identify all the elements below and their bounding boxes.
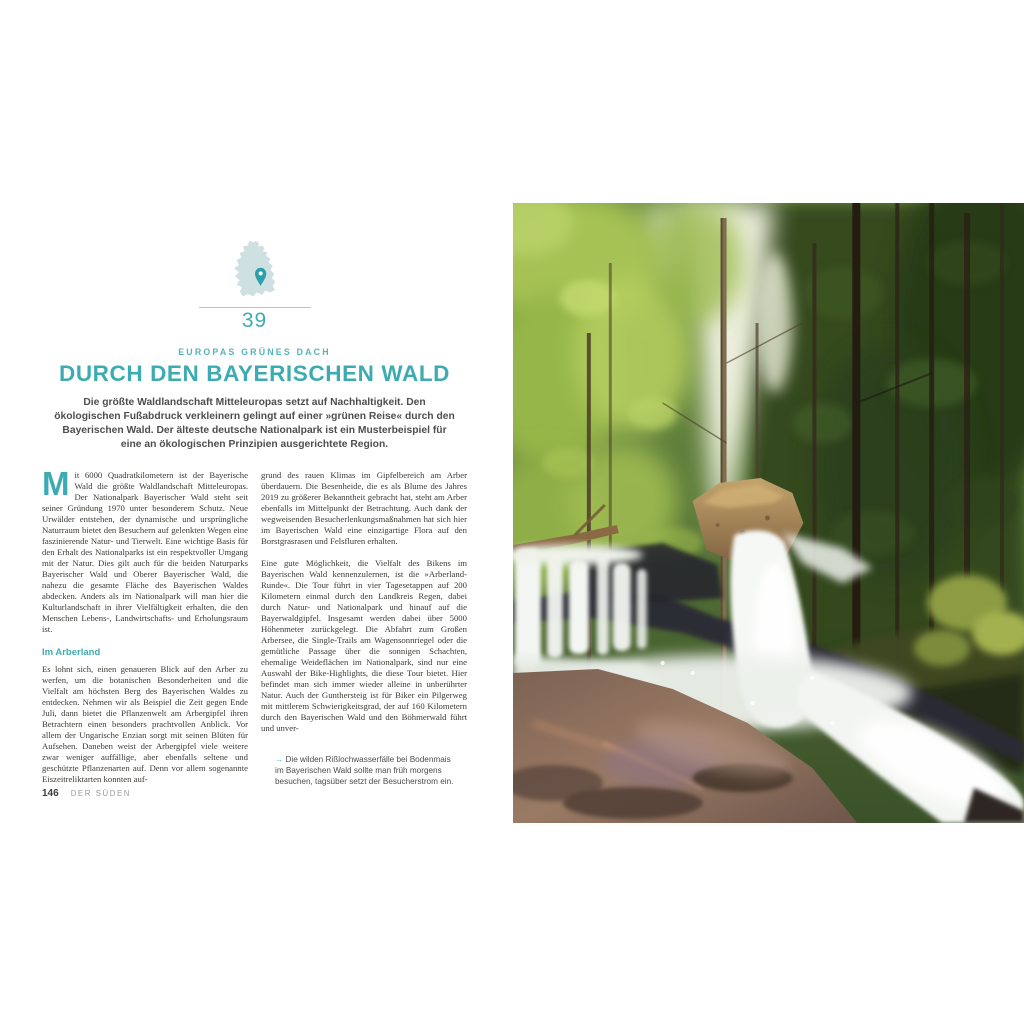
paragraph-text: Eine gute Möglichkeit, die Vielfalt des Bikens im Bayerischen Wald kennenzulernen, ist die »Arberland-Runde«. Die Tour führt in vier Tagesetappen auf 200 Kilometern einmal durch den Landkreis Regen, dabei durch Natur- und Nationalpark und hinauf auf die Bayerwaldgipfel. Insgesamt werden dabei über 5000 Höhenmeter zurückgelegt. Die Abfahrt zum Großen Arbersee, die Single-Trails am Wagensonnriegel oder die gemütliche Passage über die sonnigen Schachten, ehemalige Weideflächen im Nationalpark, sind nur eine Auswahl der Bike-Highlights, die diese Tour bietet. Hier befindet man sich immer wieder alleine in unberührter Natur. Auch der Gunthersteig ist für Biker ein Pilgerweg mit mittlerem Schwierigkeitsgrad, der auf 160 Kilometern durch den Bayerischen Wald und den Böhmerwald führt und unver- (261, 558, 467, 733)
paragraph (42, 465, 248, 635)
tour-number: 39 (241, 309, 268, 332)
caption-text: Die wilden Rißlochwasserfälle bei Bodenmais im Bayerischen Wald sollte man früh morgens besuchen, tagsüber setzt der Besucherstrom ein. (275, 755, 454, 786)
column-1 (42, 465, 248, 787)
article-columns (42, 465, 467, 787)
intro-paragraph: Die größte Waldlandschaft Mitteleuropas setzt auf Nachhaltigkeit. Den ökologischen Fußabdruck verkleinern gelingt auf einer »grünen Reise« durch den Bayerischen Wald. Der älteste deutsche Nationalpark ist ein Musterbeispiel für eine an ökologischen Prinzipien ausgerichtete Region. (54, 397, 455, 450)
tour-badge (42, 240, 467, 333)
photo-caption (275, 754, 461, 787)
left-page (42, 240, 467, 799)
paragraph-text: it 6000 Quadratkilometern ist der Bayerische Wald die größte Waldlandschaft Mitteleuropas. Der Nationalpark Bayerischer Wald steht seit seiner Gründung 1970 unter besonderem Schutz. Neue Urwälder entstehen, der dynamische und ursprüngliche Naturraum bietet den Besuchern auf gelenkten Wegen eine faszinierende Natur- und Tierwelt. Eine wichtige Basis für den Erhalt des Nationalparks ist ein respektvoller Umgang mit der Natur. Dies gilt auch für die beiden Naturparks Bayerischer Wald und Oberer Bayerischer Wald, die nahezu die gesamte Fläche des Bayerischen Waldes abdecken. Anders als im Nationalpark will man hier die Kulturlandschaft in ihrer Vielfältigkeit erhalten, die den Menschen Lebens-, Landwirtschafts- und Erholungsraum ist. (42, 470, 248, 634)
waterfall-forest-photo (513, 203, 1024, 823)
divider-line (199, 307, 311, 308)
paragraph-text: Es lohnt sich, einen genaueren Blick auf den Arber zu werfen, um die botanischen Besonderheiten und die Vielfalt am höchsten Berg des Bayerischen Waldes zu entdecken. Nehmen wir als Beispiel die Zeit gegen Ende Juli, dann bietet die Pflanzenwelt am Arbergipfel ihren Betrachtern einen besonders prachtvollen Anblick. Vor allem der Ungarische Enzian sorgt mit seinen Blüten für Aufsehen. Daneben weist der Arbergipfel viele weitere zwar weniger auffällige, aber ebenfalls seltene und geschützte Pflanzenarten auf. Denn vor allem sogenannte Eiszeitreliktarten konnten auf- (42, 664, 248, 784)
germany-map-icon (229, 240, 281, 298)
paragraph-text: grund des rauen Klimas im Gipfelbereich am Arber überdauern. Die Besenheide, die es als Blume des Jahres 2019 zu größerer Bekanntheit gebracht hat, steht am Arber ebenfalls im Mittelpunkt der Betrachtung. Auch dank der wegweisenden Besucherlenkungsmaßnahmen hat sich hier im Bayerischen Wald eine einzigartige Flora auf den Borstgrasrasen und Felsfluren erhalten. (261, 470, 467, 546)
page-number: 146 (42, 788, 59, 799)
subheading-im-arberland: Im Arberland (42, 647, 101, 658)
column-2 (261, 470, 467, 787)
waterfall-photo-illustration (513, 203, 1024, 823)
arrow-icon: → (275, 755, 284, 764)
kicker: EUROPAS GRÜNES DACH (178, 347, 331, 357)
dropcap: M (42, 465, 70, 502)
section-label: DER SÜDEN (70, 789, 132, 798)
page-footer (42, 783, 131, 801)
page-title: DURCH DEN BAYERISCHEN WALD (58, 361, 451, 386)
